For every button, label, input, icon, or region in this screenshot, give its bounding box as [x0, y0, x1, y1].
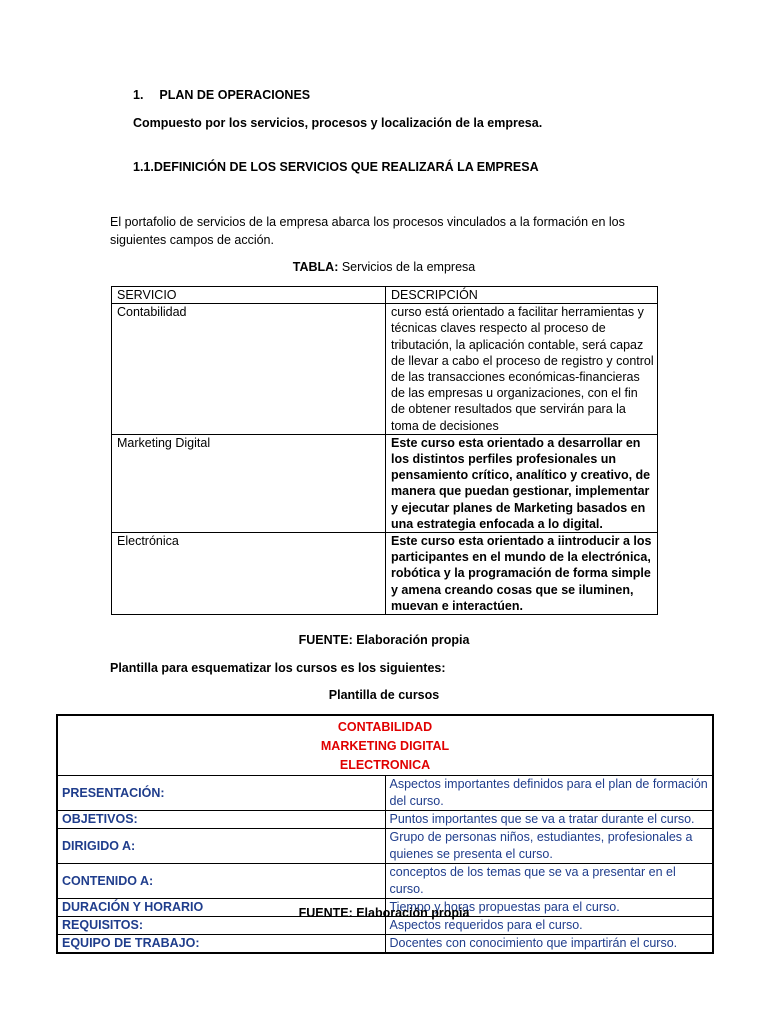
template-title-row [57, 715, 713, 776]
row-value: Aspectos importantes definidos para el plan de formación del curso. [385, 776, 713, 811]
row-value: Grupo de personas niños, estudiantes, profesionales a quienes se presenta el curso. [385, 829, 713, 864]
table1-caption-text: Servicios de la empresa [338, 260, 476, 274]
row-label: DIRIGIDO A: [57, 829, 385, 864]
title-contabilidad: CONTABILIDAD [337, 720, 433, 734]
row-value: Puntos importantes que se va a tratar durante el curso. [385, 811, 713, 829]
table1-caption-prefix: TABLA: [292, 260, 339, 274]
template-title-cell [57, 715, 713, 776]
header-servicio: SERVICIO [112, 287, 386, 304]
table-row [57, 864, 713, 899]
row-label: REQUISITOS: [57, 917, 385, 935]
table1-caption [0, 259, 768, 275]
heading-2-title: DEFINICIÓN DE LOS SERVICIOS QUE REALIZARÁ LA EMPRESA [153, 160, 539, 174]
service-name: Contabilidad [112, 304, 386, 435]
template-intro: Plantilla para esquematizar los cursos es los siguientes: [110, 661, 446, 675]
heading-2 [133, 159, 539, 175]
table-row [57, 776, 713, 811]
row-label: EQUIPO DE TRABAJO: [57, 935, 385, 954]
table2-source: FUENTE: Elaboración propia [298, 906, 470, 920]
services-table [111, 286, 658, 615]
heading-1 [133, 87, 310, 103]
service-name: Marketing Digital [112, 434, 386, 532]
header-descripcion: DESCRIPCIÓN [386, 287, 658, 304]
table-row [112, 304, 658, 435]
row-label: PRESENTACIÓN: [57, 776, 385, 811]
service-description: Este curso esta orientado a iintroducir a los participantes en el mundo de la electrónica, robótica y la programación de forma simple y amena creando cosas que se iluminen, muevan e interactúen. [386, 533, 658, 615]
row-value: Aspectos requeridos para el curso. [385, 917, 713, 935]
service-description: curso está orientado a facilitar herramientas y técnicas claves respecto al proceso de tributación, la aplicación contable, será capaz de llevar a cabo el proceso de registro y control de las transacciones económicas-financieras de las empresas u organizaciones, con el fin de obtener resultados que servirán para la toma de decisiones [386, 304, 658, 435]
table-row [57, 829, 713, 864]
service-name: Electrónica [112, 533, 386, 615]
table-row [57, 935, 713, 954]
table-row [112, 533, 658, 615]
table-header-row [112, 287, 658, 304]
row-value: conceptos de los temas que se va a presentar en el curso. [385, 864, 713, 899]
intro-paragraph: El portafolio de servicios de la empresa abarca los procesos vinculados a la formación en los siguientes campos de acción. [110, 215, 625, 247]
row-value: Docentes con conocimiento que impartirán el curso. [385, 935, 713, 954]
row-label: OBJETIVOS: [57, 811, 385, 829]
row-label: CONTENIDO A: [57, 864, 385, 899]
table1-source: FUENTE: Elaboración propia [298, 633, 470, 647]
service-description: Este curso esta orientado a desarrollar en los distintos perfiles profesionales un pensamiento crítico, analítico y creativo, de manera que puedan gestionar, implementar y ejecutar planes de Marketing basados en una estrategia enfocada a lo digital. [386, 434, 658, 532]
heading-1-title: PLAN DE OPERACIONES [159, 88, 311, 102]
title-electronica: ELECTRONICA [339, 758, 431, 772]
heading-1-number: 1. [133, 88, 144, 102]
heading-2-number: 1.1. [133, 160, 154, 174]
table2-caption: Plantilla de cursos [328, 688, 440, 702]
title-marketing-digital: MARKETING DIGITAL [320, 739, 450, 753]
table-row [57, 811, 713, 829]
table-row [112, 434, 658, 532]
row-label: DURACIÓN Y HORARIO [57, 899, 385, 917]
row-value: Tiempo y horas propuestas para el curso. [385, 899, 713, 917]
heading-1-intro: Compuesto por los servicios, procesos y localización de la empresa. [133, 116, 543, 130]
